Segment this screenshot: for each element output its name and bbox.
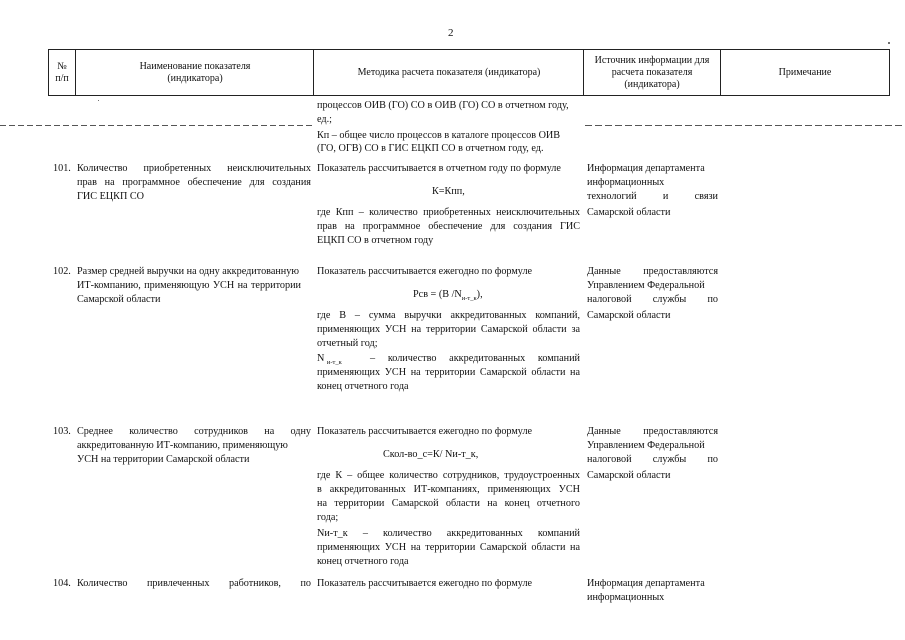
method-text: N $_{и-т\_к}$ – количество аккредитованных компаний [317,353,580,367]
source-text: Данные предоставляются [587,266,718,277]
method-intro: Показатель рассчитывается в отчетном году по формуле [317,163,561,174]
source-text: Самарской области [587,470,671,481]
indicator-name: Самарской области [77,294,161,305]
method-text: где В – сумма выручки аккредитованных компаний, [317,310,580,321]
scan-speck [98,100,99,101]
indicator-name: Среднее количество сотрудников на одну [77,426,311,437]
formula: К=Кпп, [432,186,465,197]
method-text: конец отчетного года [317,556,409,567]
method-text: где Кпп – количество приобретенных неисключительных [317,207,580,218]
formula: Скол-во_с=К/ Nи-т_к, [383,449,479,460]
scan-line-artifact [0,125,315,126]
source-text: информационных [587,592,665,603]
formula: Рсв = (В $/N_{и-т\_к}$), [413,289,483,303]
source-text: Данные предоставляются [587,426,718,437]
text-line: Кп – общее число процессов в каталоге процессов ОИВ [317,130,561,141]
indicator-name: Количество привлеченных работников, по [77,578,311,589]
source-text: налоговой службы по [587,454,718,465]
source-text: Информация департамента [587,163,705,174]
source-text: Самарской области [587,310,671,321]
indicator-name: Размер средней выручки на одну аккредитованную [77,266,299,277]
text-line: ед.; [317,114,332,125]
source-text: налоговой службы по [587,294,718,305]
row-number: 103. [53,426,71,437]
method-text: где К – общее количество сотрудников, трудоустроенных [317,470,580,481]
indicator-name: УСН на территории Самарской области [77,454,250,465]
page-number: 2 [448,27,454,39]
row-number: 101. [53,163,71,174]
source-text: Управлением Федеральной [587,440,705,451]
header-col-source: Источник информации для расчета показателя (индикатора) [594,55,710,90]
source-text: Управлением Федеральной [587,280,705,291]
method-text: Nи-т_к – количество аккредитованных компаний [317,528,580,539]
method-intro: Показатель рассчитывается ежегодно по формуле [317,426,533,437]
method-text: в аккредитованных ИТ-компаниях, применяющих УСН [317,484,580,495]
row-number: 104. [53,578,71,589]
row-number: 102. [53,266,71,277]
scan-line-artifact [585,125,905,126]
header-col-name: Наименование показателя (индикатора) [139,61,251,84]
method-text: применяющих УСН на территории Самарской области на [317,367,580,378]
source-text: Информация департамента [587,578,705,589]
indicator-name: прав на программное обеспечение для создания [77,177,311,188]
method-text: на территории Самарской области на конец отчетного [317,498,580,509]
source-text: технологий и связи [587,191,718,202]
text-line: (ГО, ОГВ) СО в ГИС ЕЦКП СО в отчетном году, ед. [317,143,544,154]
method-text: отчетный год; [317,338,378,349]
method-text: конец отчетного года [317,381,409,392]
method-text: прав на программное обеспечение для создания ГИС [317,221,580,232]
scan-speck [888,42,890,44]
method-text: года; [317,512,339,523]
method-text: ЕЦКП СО в отчетном году [317,235,434,246]
header-col-method: Методика расчета показателя (индикатора) [357,67,541,78]
method-text: применяющих УСН на территории Самарской области на [317,542,580,553]
indicator-name: ГИС ЕЦКП СО [77,191,145,202]
indicator-name: Количество приобретенных неисключительных [77,163,311,174]
indicator-name: ИТ-компанию, применяющую УСН на территории [77,280,301,291]
method-intro: Показатель рассчитывается ежегодно по формуле [317,578,533,589]
header-col-num: № п/п [55,61,69,84]
indicator-name: аккредитованную ИТ-компанию, применяющую [77,440,288,451]
method-text: применяющих УСН на территории Самарской области за [317,324,580,335]
source-text: Самарской области [587,207,671,218]
method-intro: Показатель рассчитывается ежегодно по формуле [317,266,533,277]
text-line: процессов ОИВ (ГО) СО в ОИВ (ГО) СО в отчетном году, [317,100,569,111]
source-text: информационных [587,177,665,188]
header-col-note: Примечание [778,67,832,78]
